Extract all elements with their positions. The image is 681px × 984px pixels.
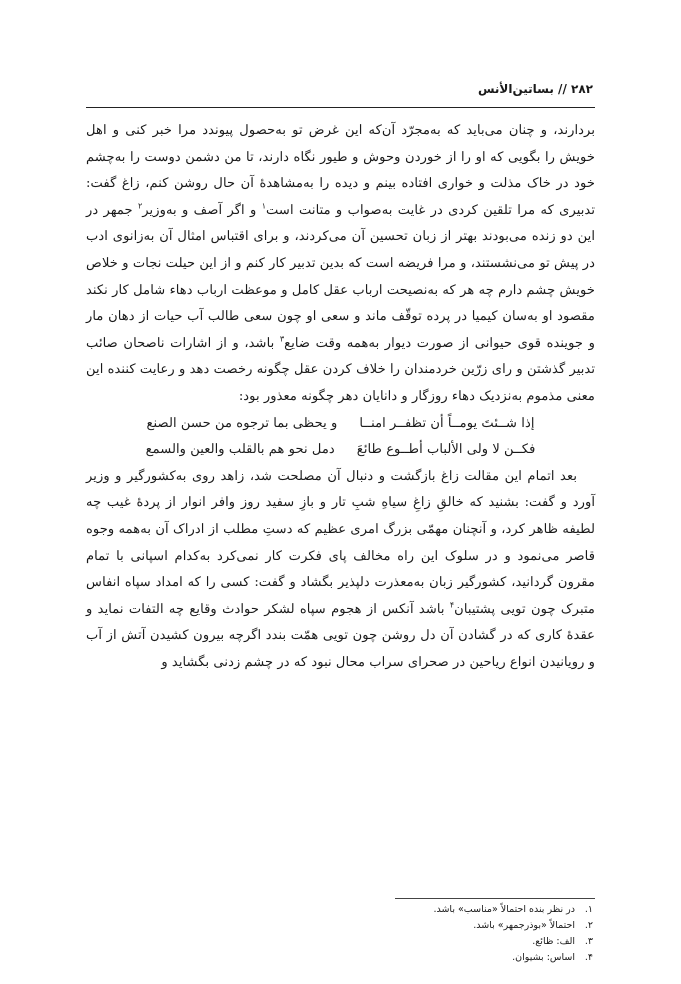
footnote-number: ۲. — [584, 920, 593, 931]
footnote-text: الف: ظائع. — [532, 936, 575, 947]
header-rule — [86, 107, 595, 108]
verse-line-1-second-hemistich: و یحظی بما ترجوه من حسن الصنع — [146, 415, 338, 431]
paragraph-1-part-2: و اگر آصف و به‌وزیر — [142, 202, 262, 218]
footnote-ref-1[interactable]: ۱ — [261, 201, 266, 211]
paragraph-1 — [86, 118, 595, 411]
footnote-text: اساس: بشیوان. — [512, 952, 575, 963]
paragraph-2-part-2: باشد آنکس از هجوم سپاه لشکر حوادث وقایع چه التفات نماید و عقدهٔ کاری که در گشادن آن دل روشن چون تویی همّت بندد اگرچه بیرون کشیدن آتش از آب و رویانیدن انواع ریاحین در صحرای سراب محال نبود که در چشم زدنی بگشاید و — [86, 601, 595, 670]
verse-line-2 — [146, 437, 536, 464]
verse-line-2-first-hemistich: فکــن لا ولی الألباب أطــوع طائعَ — [356, 442, 536, 458]
footnote-number: ۳. — [584, 936, 593, 947]
footnote-2 — [433, 918, 593, 934]
verse-line-2-second-hemistich: دمل نحو هم بالقلب والعین والسمع — [145, 442, 335, 458]
footnote-text: در نظر بنده احتمالاً «مناسب» باشد. — [433, 904, 575, 915]
footnote-1 — [433, 902, 593, 918]
footnote-ref-2[interactable]: ۲ — [137, 201, 143, 211]
paragraph-2 — [86, 464, 595, 677]
footnotes — [433, 902, 593, 966]
running-head: ۲۸۲ // بساتین‌الأنس — [477, 82, 593, 96]
paragraph-2-part-1: بعد اتمام این مقالت زاغ بازگشت و دنبال آن مصلحت شد، زاهد روی به‌کشورگیر و وزیر آورد و گفت: بشنید که خالقِ زاغِ سیاهِ شبِ تار و بازِ سفید روز وافر انوار از پردهٔ غیب چه لطیفه ظاهر کرد، و آنچنان مهمّی بزرگ امری عظیم که دستِ مطلب از ادراک آن به‌همه وجوه قاصر می‌نمود و در سلوک این راه مخالف پای فکرت کار نمی‌کرد به‌کدام اسپانی با تمام مقرون گردانید، کشورگیر زبان به‌معذرت دلپذیر بگشاد و گفت: کسی را که امداد سپاه انفاس متبرک چون تویی پشتیبان — [86, 468, 595, 617]
footnote-number: ۴. — [584, 952, 593, 963]
footnote-3 — [433, 934, 593, 950]
footnote-separator — [395, 898, 595, 899]
paragraph-1-part-4: باشد، و از اشارات ناصحان صائب تدبیر گذشتن و رای زرّین خردمندان را خلاف کردن عقل چگونه رخصت دهد و رعایت کننده این معنی مذموم به‌نزدیک دهاء روزگار و دانایان دهر چگونه معذور بود: — [86, 335, 595, 404]
footnote-ref-4[interactable]: ۴ — [449, 600, 455, 610]
verse-line-1-first-hemistich: إذا شــئتَ یومــاً أن تظفــر امنــا — [359, 415, 535, 431]
paragraph-1-part-3: جمهر در این دو زنده می‌بودند بهتر از زبان تحسین آن می‌کردند، و برای اقتباس امثال آن به‌زانوی ادب در پیش تو می‌نشستند، و مرا فریضه است که بدین تدبیر کار کنم و از این حیلت نجات و خلاص خویش چشم دارم چه هر که به‌نصیحت ارباب عقل کامل و موعظت ارباب دهاء شامل کار نکند مقصود او به‌سان کیمیا در پرده توقّف ماند و سعی او چون سعی طالب آب حیات از دهان مار و جوینده قوی حیوانی از صورت دیوار به‌همه وقت ضایع — [86, 202, 595, 351]
main-text — [86, 118, 595, 676]
footnote-ref-3[interactable]: ۳ — [279, 334, 285, 344]
arabic-verse — [86, 411, 595, 464]
paragraph-1-part-1: بردارند، و چنان می‌باید که به‌مجرّد آن‌که این غرض تو به‌حصول پیوندد مرا خبر کنی و اهل خویش را بگویی که او را از خوردن وحوش و طیور نگاه دارند، تا من دشمن دوست را به‌چشم خود در خاک مذلت و خواری افتاده بینم و دیده را به‌مشاهدهٔ آن حال روشن کنم، زاغ گفت: تدبیری که مرا تلقین کردی در غایت به‌صواب و متانت است — [86, 123, 595, 218]
footnote-4 — [433, 950, 593, 966]
footnote-text: احتمالاً «بوذرجمهر» باشد. — [473, 920, 575, 931]
verse-line-1 — [147, 411, 535, 438]
footnote-number: ۱. — [584, 904, 593, 915]
